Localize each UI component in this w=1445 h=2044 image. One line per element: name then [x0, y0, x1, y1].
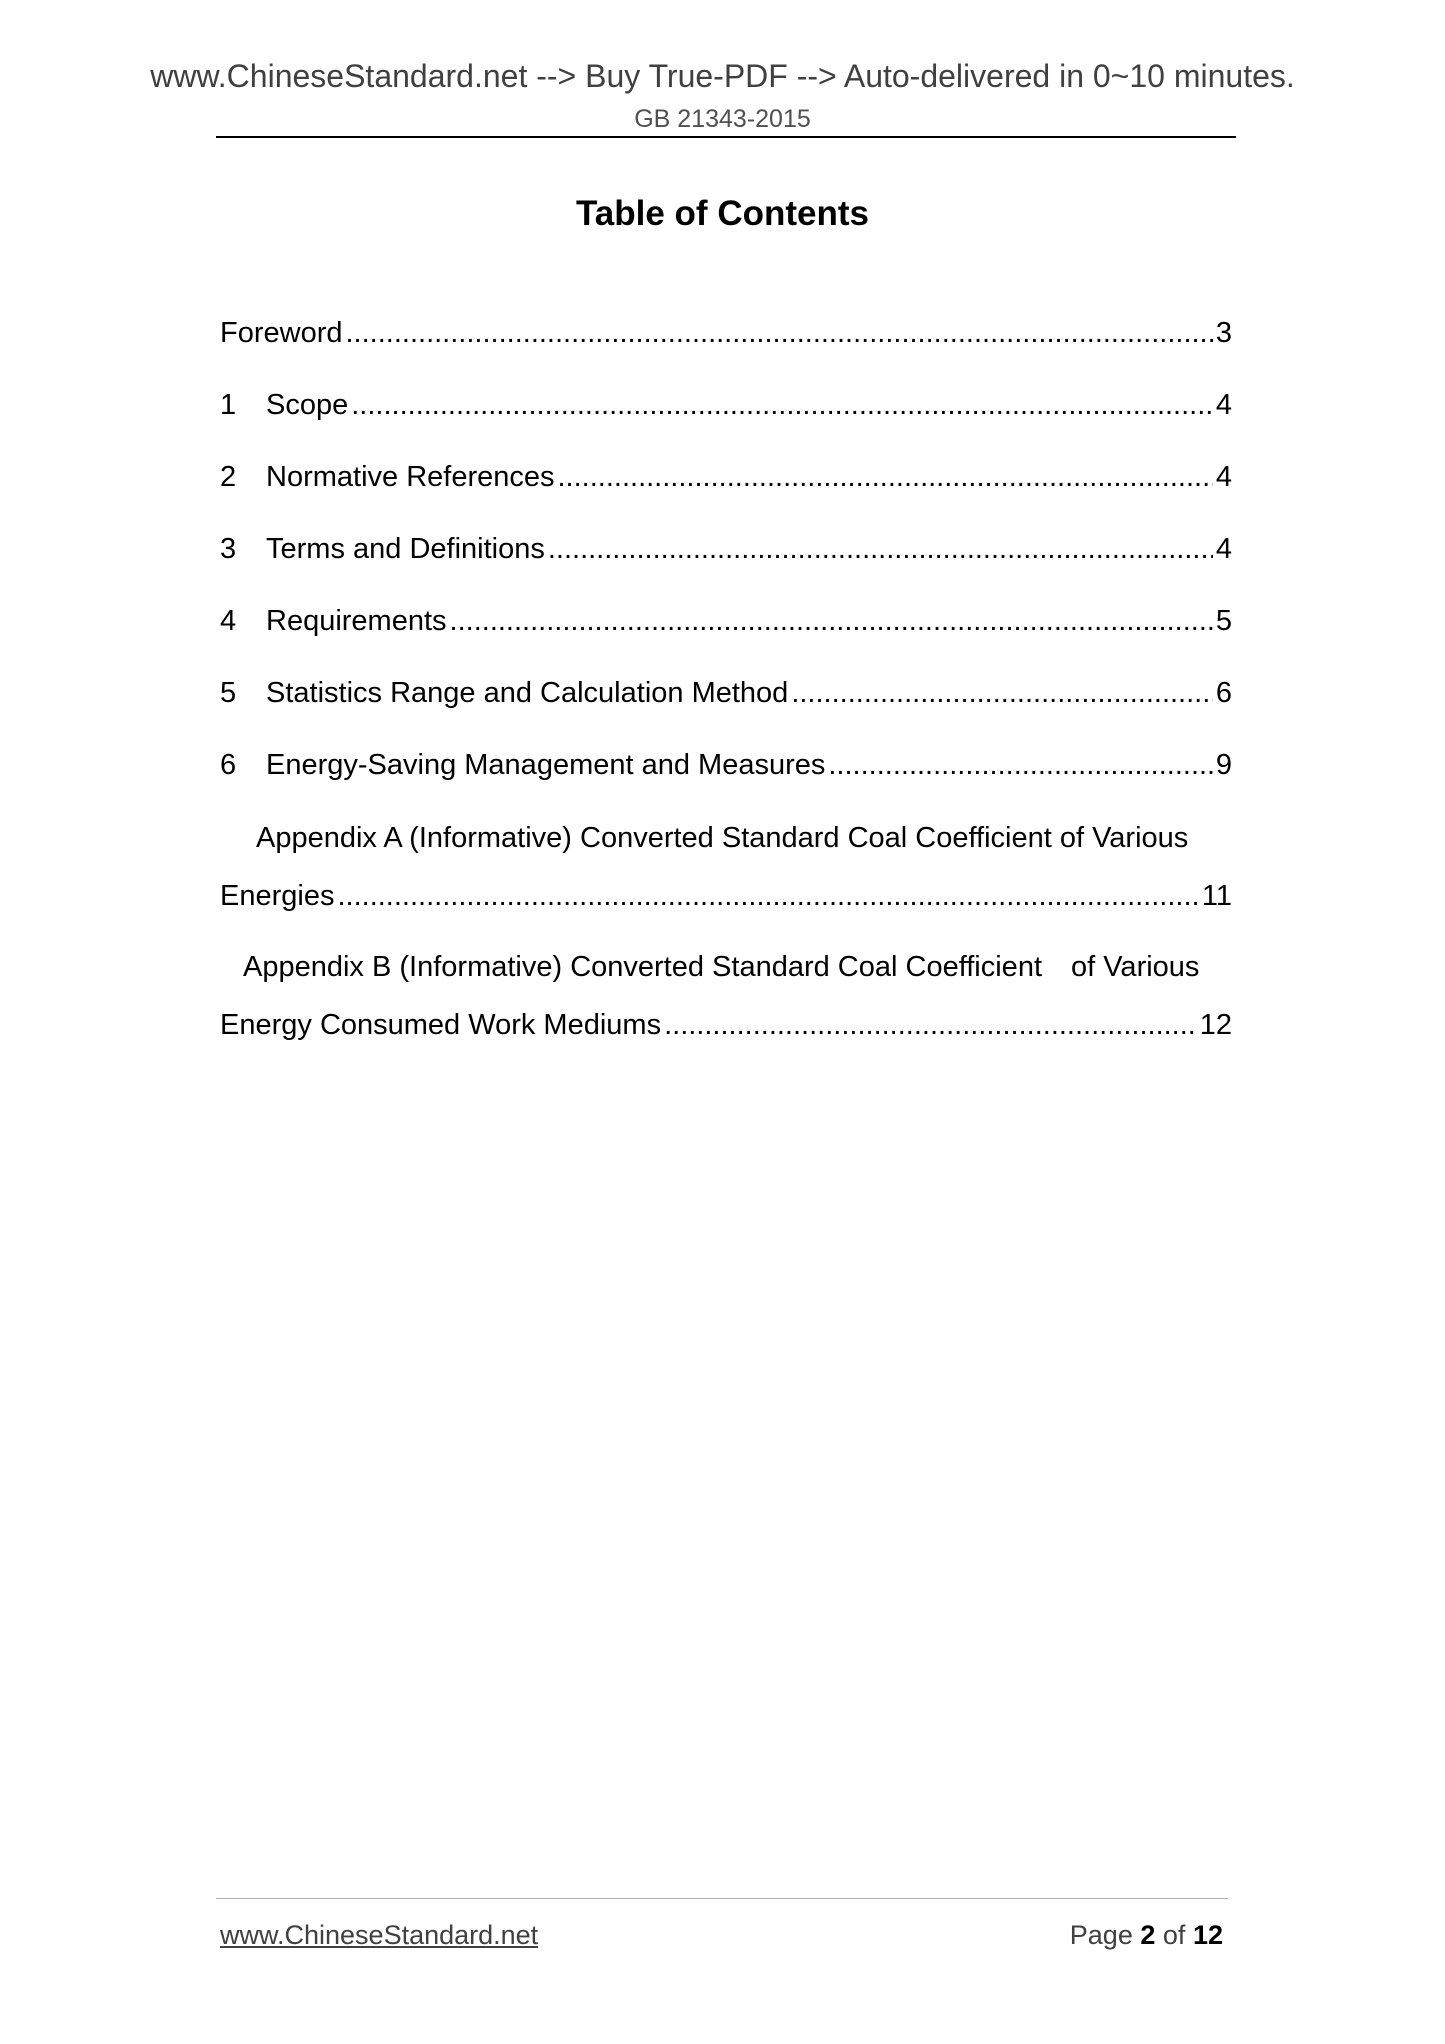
toc-leader-dots [450, 602, 1213, 640]
footer-page-number [1070, 1918, 1223, 1952]
toc-entry-page: 4 [1215, 389, 1232, 421]
toc-entry-text: Requirements [266, 605, 447, 637]
toc-entry-text: Scope [266, 389, 349, 421]
toc-appendix-b-heading[interactable]: Appendix B (Informative) Converted Standard Coal Coefficient of Various [243, 951, 1200, 983]
toc-entry-number: 5 [220, 677, 237, 709]
header-divider [216, 136, 1236, 138]
toc-entry-page: 9 [1215, 749, 1232, 781]
toc-entry-page: 12 [1199, 1009, 1232, 1041]
toc-entry-text: Normative References [266, 461, 555, 493]
toc-entry-terms-definitions[interactable] [220, 530, 1232, 568]
toc-entry-page: 5 [1215, 605, 1232, 637]
toc-entry-appendix-a[interactable] [220, 877, 1232, 915]
toc-leader-dots [664, 1006, 1197, 1044]
toc-entry-page: 11 [1201, 880, 1232, 912]
toc-entry-appendix-b[interactable] [220, 1006, 1232, 1044]
toc-entry-text: Energy-Saving Management and Measures [266, 749, 826, 781]
toc-entry-normative-references[interactable] [220, 458, 1232, 496]
toc-entry-number: 3 [220, 533, 237, 565]
page-current: 2 [1140, 1920, 1156, 1950]
toc-entry-statistics-range[interactable] [220, 674, 1232, 712]
toc-leader-dots [791, 674, 1213, 712]
toc-entry-requirements[interactable] [220, 602, 1232, 640]
toc-entry-text: Energy Consumed Work Mediums [220, 1009, 662, 1041]
toc-leader-dots [337, 877, 1198, 915]
header-banner: www.ChineseStandard.net --> Buy True-PDF --> Auto-delivered in 0~10 minutes. [150, 58, 1295, 94]
footer-site-link[interactable]: www.ChineseStandard.net [220, 1920, 539, 1950]
toc-entry-page: 4 [1215, 461, 1232, 493]
page-total: 12 [1192, 1920, 1223, 1950]
toc-entry-text: Terms and Definitions [266, 533, 545, 565]
toc-entry-page: 4 [1215, 533, 1232, 565]
toc-title: Table of Contents [576, 194, 869, 233]
toc-entry-text: Energies [220, 880, 335, 912]
document-id: GB 21343-2015 [634, 105, 811, 133]
toc-entry-number: 6 [220, 749, 237, 781]
toc-entry-text: Statistics Range and Calculation Method [266, 677, 789, 709]
toc-entry-foreword[interactable] [220, 314, 1232, 352]
toc-leader-dots [548, 530, 1213, 568]
toc-entry-energy-saving[interactable] [220, 746, 1232, 784]
toc-entry-number: 4 [220, 605, 237, 637]
toc-leader-dots [346, 314, 1213, 352]
toc-entry-text: Foreword [220, 317, 343, 349]
footer-divider [216, 1898, 1228, 1899]
page-label: Page [1069, 1920, 1133, 1950]
page-of-label: of [1162, 1920, 1186, 1950]
toc-leader-dots [558, 458, 1213, 496]
toc-entry-number: 1 [220, 389, 237, 421]
toc-entry-page: 6 [1215, 677, 1232, 709]
toc-entry-scope[interactable] [220, 386, 1232, 424]
toc-leader-dots [351, 386, 1213, 424]
toc-appendix-a-heading[interactable]: Appendix A (Informative) Converted Standard Coal Coefficient of Various [256, 822, 1189, 854]
toc-entry-page: 3 [1215, 317, 1232, 349]
toc-leader-dots [828, 746, 1212, 784]
toc-entry-number: 2 [220, 461, 237, 493]
